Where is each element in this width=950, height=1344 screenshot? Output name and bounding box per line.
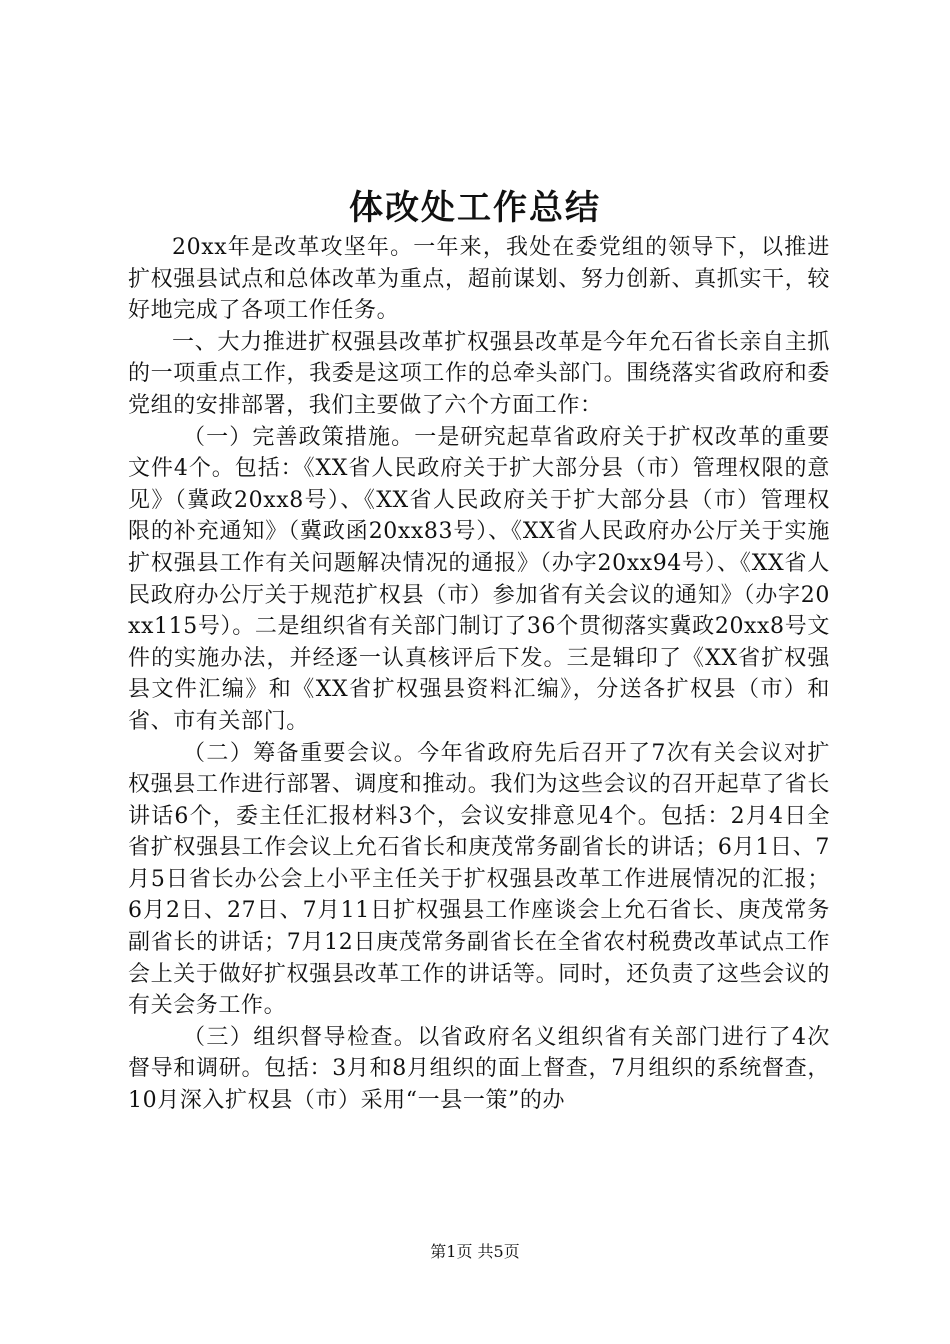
paragraph-policy-measures: （一）完善政策措施。一是研究起草省政府关于扩权改革的重要文件4个。包括：《XX省人民政府关于扩大部分县（市）管理权限的意见》（冀政20xx8号）、《XX省人民政府关于扩大部分县（市）管理权限的补充通知》（冀政函20xx83号）、《XX省人民政府办公厅关于实施扩权强县工作有关问题解决情况的通报》（办字20xx94号）、《XX省人民政府办公厅关于规范扩权县（市）参加省有关会议的通知》（办字20xx115号）。二是组织省有关部门制订了36个贯彻落实冀政20xx8号文件的实施办法，并经逐一认真核评后下发。三是辑印了《XX省扩权强县文件汇编》和《XX省扩权强县资料汇编》，分送各扩权县（市）和省、市有关部门。 <box>128 424 830 734</box>
paragraph-inspection: （三）组织督导检查。以省政府名义组织省有关部门进行了4次督导和调研。包括：3月和8月组织的面上督查，7月组织的系统督查，10月深入扩权县（市）采用“一县一策”的办 <box>128 1024 830 1114</box>
paragraph-section-1: 一、大力推进扩权强县改革扩权强县改革是今年允石省长亲自主抓的一项重点工作，我委是这项工作的总牵头部门。围绕落实省政府和委党组的安排部署，我们主要做了六个方面工作： <box>128 329 830 418</box>
paragraph-meetings: （二）筹备重要会议。今年省政府先后召开了7次有关会议对扩权强县工作进行部署、调度和推动。我们为这些会议的召开起草了省长讲话6个，委主任汇报材料3个，会议安排意见4个。包括：2月4日全省扩权强县工作会议上允石省长和庚茂常务副省长的讲话；6月1日、7月5日省长办公会上小平主任关于扩权强县改革工作进展情况的汇报；6月2日、27日、7月11日扩权强县工作座谈会上允石省长、庚茂常务副省长的讲话；7月12日庚茂常务副省长在全省农村税费改革试点工作会上关于做好扩权强县改革工作的讲话等。同时，还负责了这些会议的有关会务工作。 <box>128 740 830 1019</box>
paragraph-intro: 20xx年是改革攻坚年。一年来，我处在委党组的领导下，以推进扩权强县试点和总体改革为重点，超前谋划、努力创新、真抓实干，较好地完成了各项工作任务。 <box>128 235 830 324</box>
page-number-footer: 第1页 共5页 <box>430 1242 520 1261</box>
document-body <box>128 232 830 1117</box>
document-title: 体改处工作总结 <box>349 188 601 228</box>
